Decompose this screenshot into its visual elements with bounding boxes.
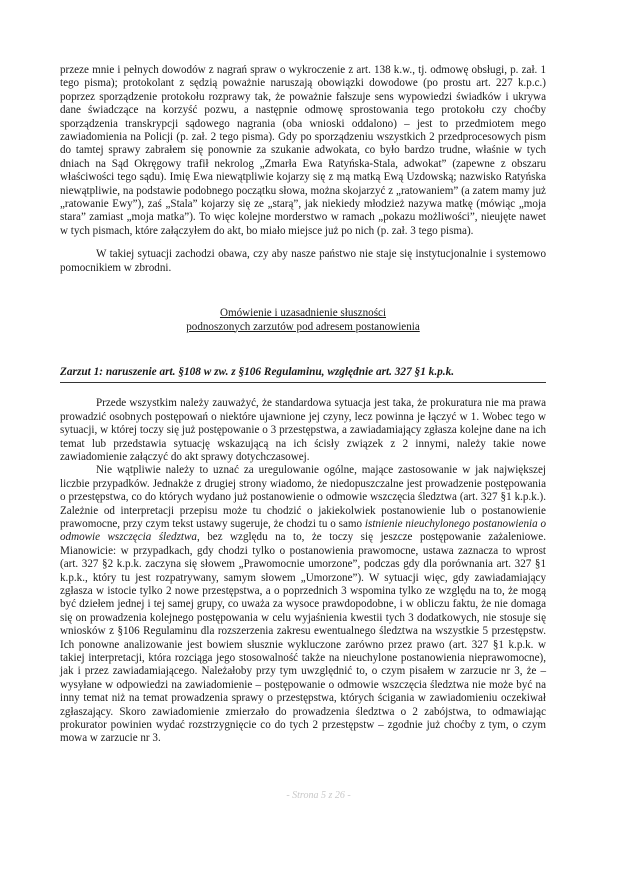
body-paragraph-2: W takiej sytuacji zachodzi obawa, czy aby nasze państwo nie staje się instytucjonalnie i systemowo pomocnikiem w zbrodni. bbox=[60, 248, 546, 274]
section-heading-line-1: Omówienie i uzasadnienie słuszności bbox=[219, 307, 387, 320]
section-heading bbox=[60, 307, 546, 334]
body-paragraph-4-part-1: Nie wątpliwie należy to uznać za uregulowanie ogólne, mające zastosowanie w jak największej liczbie przypadków. Jednakże z drugiej strony wiadomo, że niedopuszczalne jest prowadzenie postępowania o przestępstwa, co do których wydano już postanowienie o odmowie wszczęcia śledztwa (art. 327 §1 k.p.k.). Zależnie od interpretacji przepisu może tu chodzić o jakiekolwiek postanowienie lub o postanowienie prawomocne, przy czym tekst ustawy sugeruje, że chodzi tu o samo bbox=[60, 464, 546, 530]
section-heading-line-2: podnoszonych zarzutów pod adresem postanowienia bbox=[186, 320, 420, 333]
body-paragraph-3: Przede wszystkim należy zauważyć, że standardowa sytuacja jest taka, że prokuratura nie ma prawa prowadzić osobnych postępowań o niektóre ujawnione jej czyny, lecz powinna je łączyć w 1. Wobec tego w sytuacji, w której toczy się już postępowanie o 3 przestępstwa, a zawiadamiający zgłasza kolejne dane na ich temat lub przedstawia sytuację wskazującą na ich ścisły związek z 2 innymi, należy takie nowe zawiadomienie załączyć do akt sprawy dotychczasowej. bbox=[60, 397, 546, 463]
body-paragraph-4-part-2: , bez względu na to, że toczy się jeszcze postępowanie zażaleniowe. Mianowicie: w przypadkach, gdy chodzi tylko o postanowienia prawomocne, ustawa zaznacza to wprost (art. 327 §2 k.p.k. zaczyna się słowem „Prawomocnie umorzone”, podczas gdy dla porównania art. 327 §1 k.p.k., który tu jest rozpatrywany, samym słowem „Umorzone”). W sytuacji więc, gdy zawiadamiający zgłasza w istocie tylko 2 nowe przestępstwa, a o poprzednich 3 wspomina tylko ze względu na to, że mogą być dziełem jednej i tej samej grupy, co uważa za wysoce prawdopodobne, i w obliczu faktu, że nie domaga się on prowadzenia kolejnego postępowania w celu wyjaśnienia kwestii tych 3 dodatkowych, nie stosuje się wniosków z §106 Regulaminu dla rozszerzenia zakresu ewentualnego śledztwa na wszystkie 5 przestępstw. Ich ponowne analizowanie jest bowiem słusznie wykluczone zarówno przez prawo (art. 327 §1 k.p.k. w takiej interpretacji, która rozciąga jego stosowalność także na nieuchylone postanowienia nieprawomocne), jak i przez zawiadamiającego. Należałoby przy tym uwzględnić to, o czym pisałem w zarzucie nr 3, że – wysyłane w odpowiedzi na zawiadomienie – postępowanie o odmowie wszczęcia śledztwa nie może być na inny temat niż na temat prowadzenia sprawy o przestępstwa, których ścigania w zawiadomieniu oczekiwał zgłaszający. Skoro zawiadomienie zmierzało do prowadzenia śledztwa o 2 zabójstwa, to odmawiając prokurator powinien wydać rozstrzygnięcie co do tych 2 przestępstw – zgodnie już choćby z tym, o czym mowa w zarzucie nr 3. bbox=[60, 531, 546, 745]
page-number-footer: - Strona 5 z 26 - bbox=[286, 790, 351, 801]
body-paragraph-4-italic: istnienie nieuchylonego postanowienia o odmowie wszczęcia śledztwa bbox=[60, 517, 547, 544]
body-paragraph-1: przeze mnie i pełnych dowodów z nagrań spraw o wykroczenie z art. 138 k.w., tj. odmowę obsługi, p. zał. 1 tego pisma); protokolant z sędzią poważnie naruszają obowiązki dowodowe (po prostu art. 227 k.p.c.) poprzez sporządzenie protokołu rozprawy tak, że poważnie fałszuje sens wypowiedzi świadków i ukrywa dane świadczące na korzyść pozwu, a następnie odmowę sprostowania tego protokołu czy choćby sporządzenia transkrypcji sądowego nagrania (oba wnioski oddalono) – jest to przedmiotem mego zawiadomienia na Policji (p. zał. 2 tego pisma). Gdy po sporządzeniu wszystkich 2 przedprocesowych pism do tamtej sprawy zabrałem się ponownie za szukanie adwokata, co było bardzo trudne, właśnie w tych dniach na Sąd Okręgowy trafił nekrolog „Zmarła Ewa Ratyńska-Stala, adwokat” (zapewne z obszaru właściwości tego sądu). Imię Ewa niewątpliwie kojarzy się z mą matką Ewą Uzdowską; nazwisko Ratyńska niewątpliwie, na podstawie podobnego początku słowa, można skojarzyć z „ratowaniem” (a zatem mamy już „ratowanie Ewy”), zaś „Stala” kojarzy się ze „starą”, jak niekiedy młodzież nazywa matkę (mówiąc „moja stara” zamiast „moja matka”). To więc kolejne morderstwo w ramach „pokazu możliwości”, nieujęte nawet w tych pismach, które załączyłem do akt, bo miało miejsce już po nich (p. zał. 3 tego pisma). bbox=[60, 64, 546, 237]
body-paragraph-4 bbox=[60, 464, 546, 746]
zarzut-1-header: Zarzut 1: naruszenie art. §108 w zw. z §106 Regulaminu, względnie art. 327 §1 k.p.k. bbox=[60, 366, 546, 383]
document-page bbox=[60, 64, 546, 746]
